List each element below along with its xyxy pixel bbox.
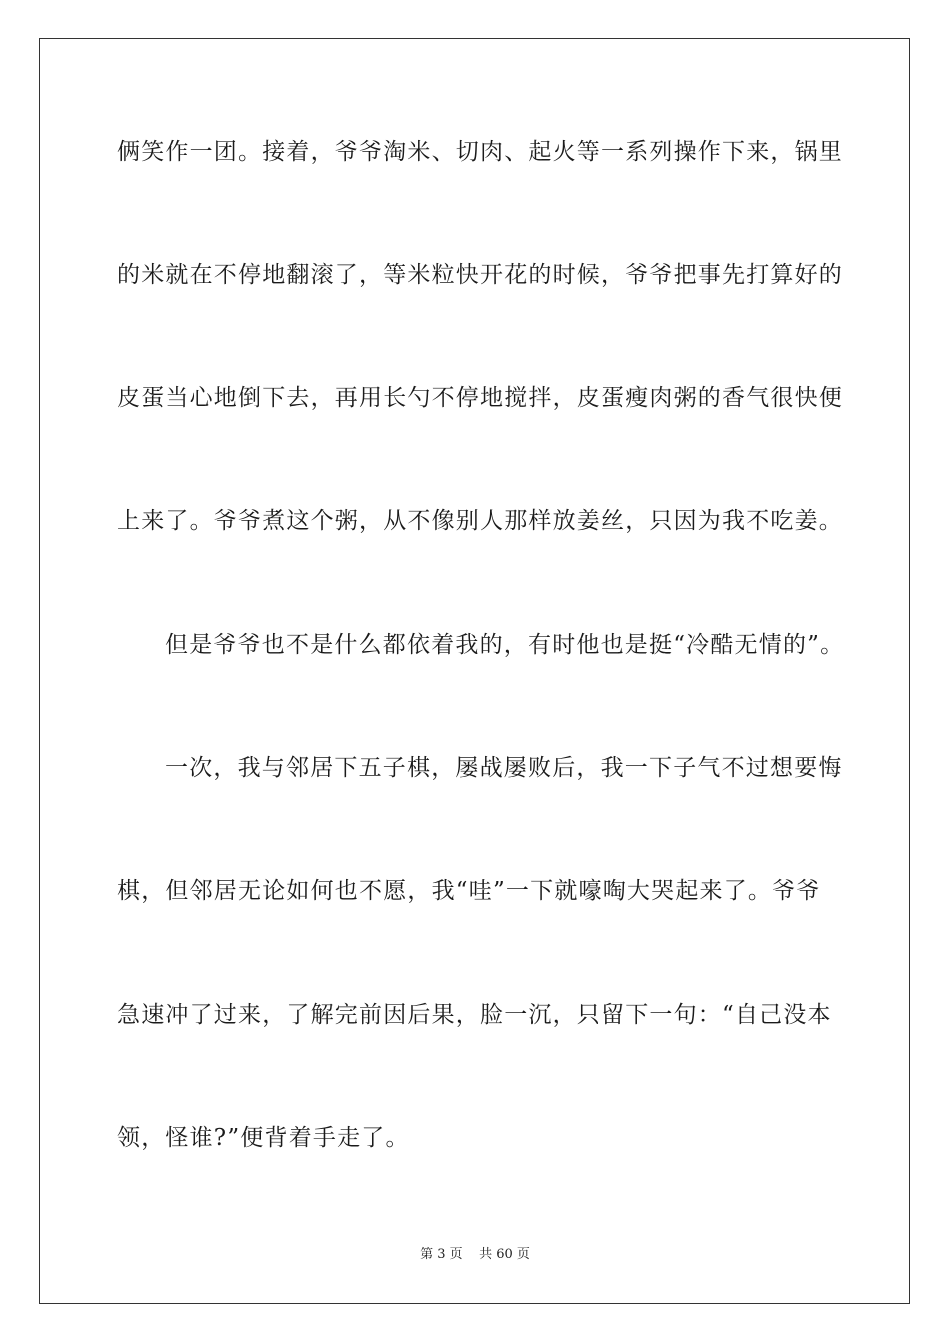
text-line-1: 俩笑作一团。接着，爷爷淘米、切肉、起火等一系列操作下来，锅里 — [117, 139, 843, 165]
text-line-9: 领，怪谁?”便背着手走了。 — [117, 1125, 410, 1151]
text-line-3: 皮蛋当心地倒下去，再用长勺不停地搅拌，皮蛋瘦肉粥的香气很快便 — [117, 385, 843, 411]
page-number-footer: 第 3 页 共 60 页 — [420, 1247, 530, 1262]
page-border — [39, 38, 910, 1304]
text-line-8: 急速冲了过来，了解完前因后果，脸一沉，只留下一句：“自己没本 — [117, 1002, 832, 1028]
text-line-2: 的米就在不停地翻滚了，等米粒快开花的时候，爷爷把事先打算好的 — [117, 262, 843, 288]
text-line-4: 上来了。爷爷煮这个粥，从不像别人那样放姜丝，只因为我不吃姜。 — [117, 508, 843, 534]
text-line-5-paragraph-start: 但是爷爷也不是什么都依着我的，有时他也是挺“冷酷无情的”。 — [165, 632, 845, 658]
text-line-7: 棋，但邻居无论如何也不愿，我“哇”一下就嚎啕大哭起来了。爷爷 — [117, 878, 821, 904]
text-line-6-paragraph-start: 一次，我与邻居下五子棋，屡战屡败后，我一下子气不过想要悔 — [165, 755, 843, 781]
